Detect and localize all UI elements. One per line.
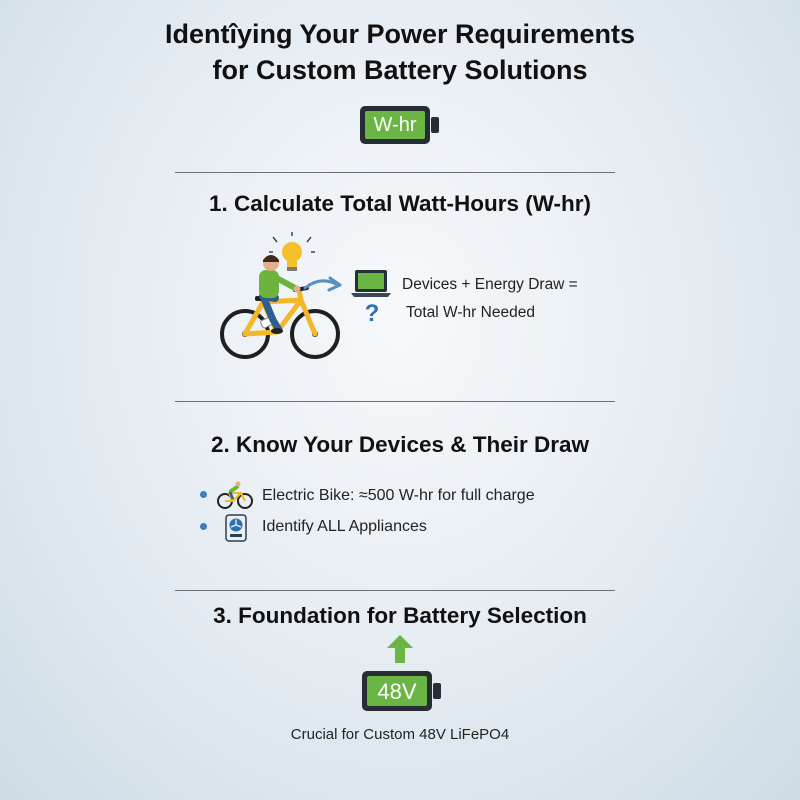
bullet-text: Electric Bike: ≈500 W-hr for full charge [262,487,535,504]
divider [175,172,615,173]
arrow-right-icon [302,272,344,294]
arrow-up-icon [386,634,414,664]
battery-whr-label: W-hr [373,114,417,136]
bullet-dot [200,523,207,530]
battery-whr-icon [358,104,442,146]
question-mark-icon: ? [364,300,380,327]
appliance-icon [224,514,248,542]
divider [175,401,615,402]
list-item [198,512,618,542]
laptop-icon [350,268,392,298]
equation-line1: Devices + Energy Draw = [402,276,578,293]
section3-heading: 3. Foundation for Battery Selection [213,603,587,628]
bicycle-icon [216,480,254,510]
bullet-dot [200,491,207,498]
page-title-line2: for Custom Battery Solutions [212,55,588,85]
section1-heading: 1. Calculate Total Watt-Hours (W-hr) [208,191,592,216]
battery-48v-icon [360,669,444,713]
bullet-text: Identify ALL Appliances [262,518,427,535]
cyclist-illustration [215,232,345,364]
divider [175,590,615,591]
caption: Crucial for Custom 48V LiFePO4 [290,726,510,743]
equation-line2: Total W-hr Needed [406,304,535,321]
page-title-line1: Identîying Your Power Requirements [164,19,636,49]
section2-heading: 2. Know Your Devices & Their Draw [210,432,590,457]
battery-48v-label: 48V [377,679,417,704]
list-item [198,480,618,510]
